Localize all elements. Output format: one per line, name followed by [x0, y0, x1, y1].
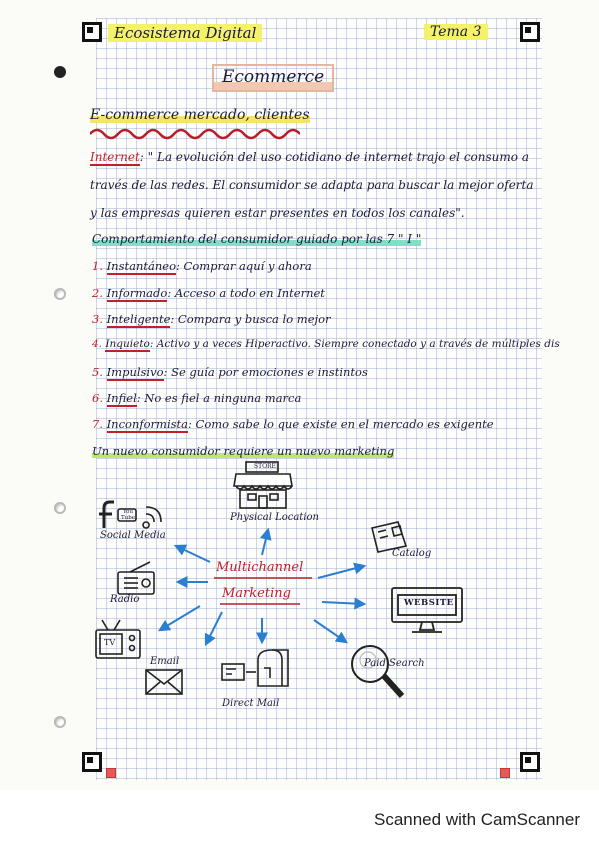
social-media-label: Social Media	[100, 530, 166, 541]
email-label: Email	[150, 656, 180, 667]
direct-mail-icon	[222, 650, 288, 686]
arrow-paid	[314, 620, 346, 642]
marketing-label: Marketing	[222, 586, 291, 601]
website-screen-text: WEBSITE	[404, 598, 454, 608]
physical-location-label: Physical Location	[230, 512, 319, 523]
internet-paragraph-line2: través de las redes. El consumidor se adapta para buscar la mejor oferta	[90, 178, 534, 192]
list-item: 6. Infiel: No es fiel a ninguna marca	[92, 391, 302, 405]
consumer-heading: Comportamiento del consumidor guiado por las 7 " I "	[92, 232, 422, 246]
arrow-tv	[160, 606, 200, 630]
list-item: 1. Instantáneo: Comprar aquí y ahora	[92, 259, 312, 273]
arrow-catalog	[318, 566, 364, 578]
magnifier-icon	[352, 646, 402, 696]
arrow-physical	[262, 530, 268, 555]
list-item: 2. Informado: Acceso a todo en Internet	[92, 286, 325, 300]
tv-icon	[96, 620, 140, 658]
radio-icon	[118, 562, 154, 594]
scanner-watermark: Scanned with CamScanner	[373, 810, 580, 829]
catalog-label: Catalog	[392, 548, 432, 559]
subject-label: Ecosistema Digital	[108, 24, 262, 42]
list-item: 3. Inteligente: Compara y busca lo mejor	[92, 312, 331, 326]
list-item: 4. Inquieto: Activo y a veces Hiperactivo. Siempre conectado y a través de múltiples dis	[92, 338, 560, 350]
multichannel-label: Multichannel	[216, 560, 304, 575]
direct-mail-label: Direct Mail	[222, 698, 280, 709]
arrow-email	[206, 612, 222, 644]
youtube-logo-text: You Tube	[121, 509, 135, 521]
list-item: 5. Impulsivo: Se guía por emociones e instintos	[92, 365, 368, 379]
internet-paragraph-line1: Internet: " La evolución del uso cotidiano de internet trajo el consumo a	[90, 150, 529, 164]
website-icon	[392, 588, 462, 632]
page-title: Ecommerce	[212, 64, 334, 92]
arrow-social	[176, 546, 210, 562]
paid-search-label: Paid Search	[364, 658, 425, 669]
topic-label: Tema 3	[424, 24, 488, 40]
store-sign-text: STORE	[254, 463, 276, 470]
conclusion-line: Un nuevo consumidor requiere un nuevo marketing	[92, 444, 395, 458]
arrow-website	[322, 602, 364, 604]
list-item: 7. Inconformista: Como sabe lo que existe en el mercado es exigente	[92, 417, 494, 431]
section-heading: E-commerce mercado, clientes	[90, 107, 310, 123]
email-icon	[146, 670, 182, 694]
internet-paragraph-line3: y las empresas quieren estar presentes en todos los canales".	[90, 206, 465, 220]
tv-screen-text: TV	[104, 638, 116, 647]
radio-label: Radio	[110, 594, 140, 605]
